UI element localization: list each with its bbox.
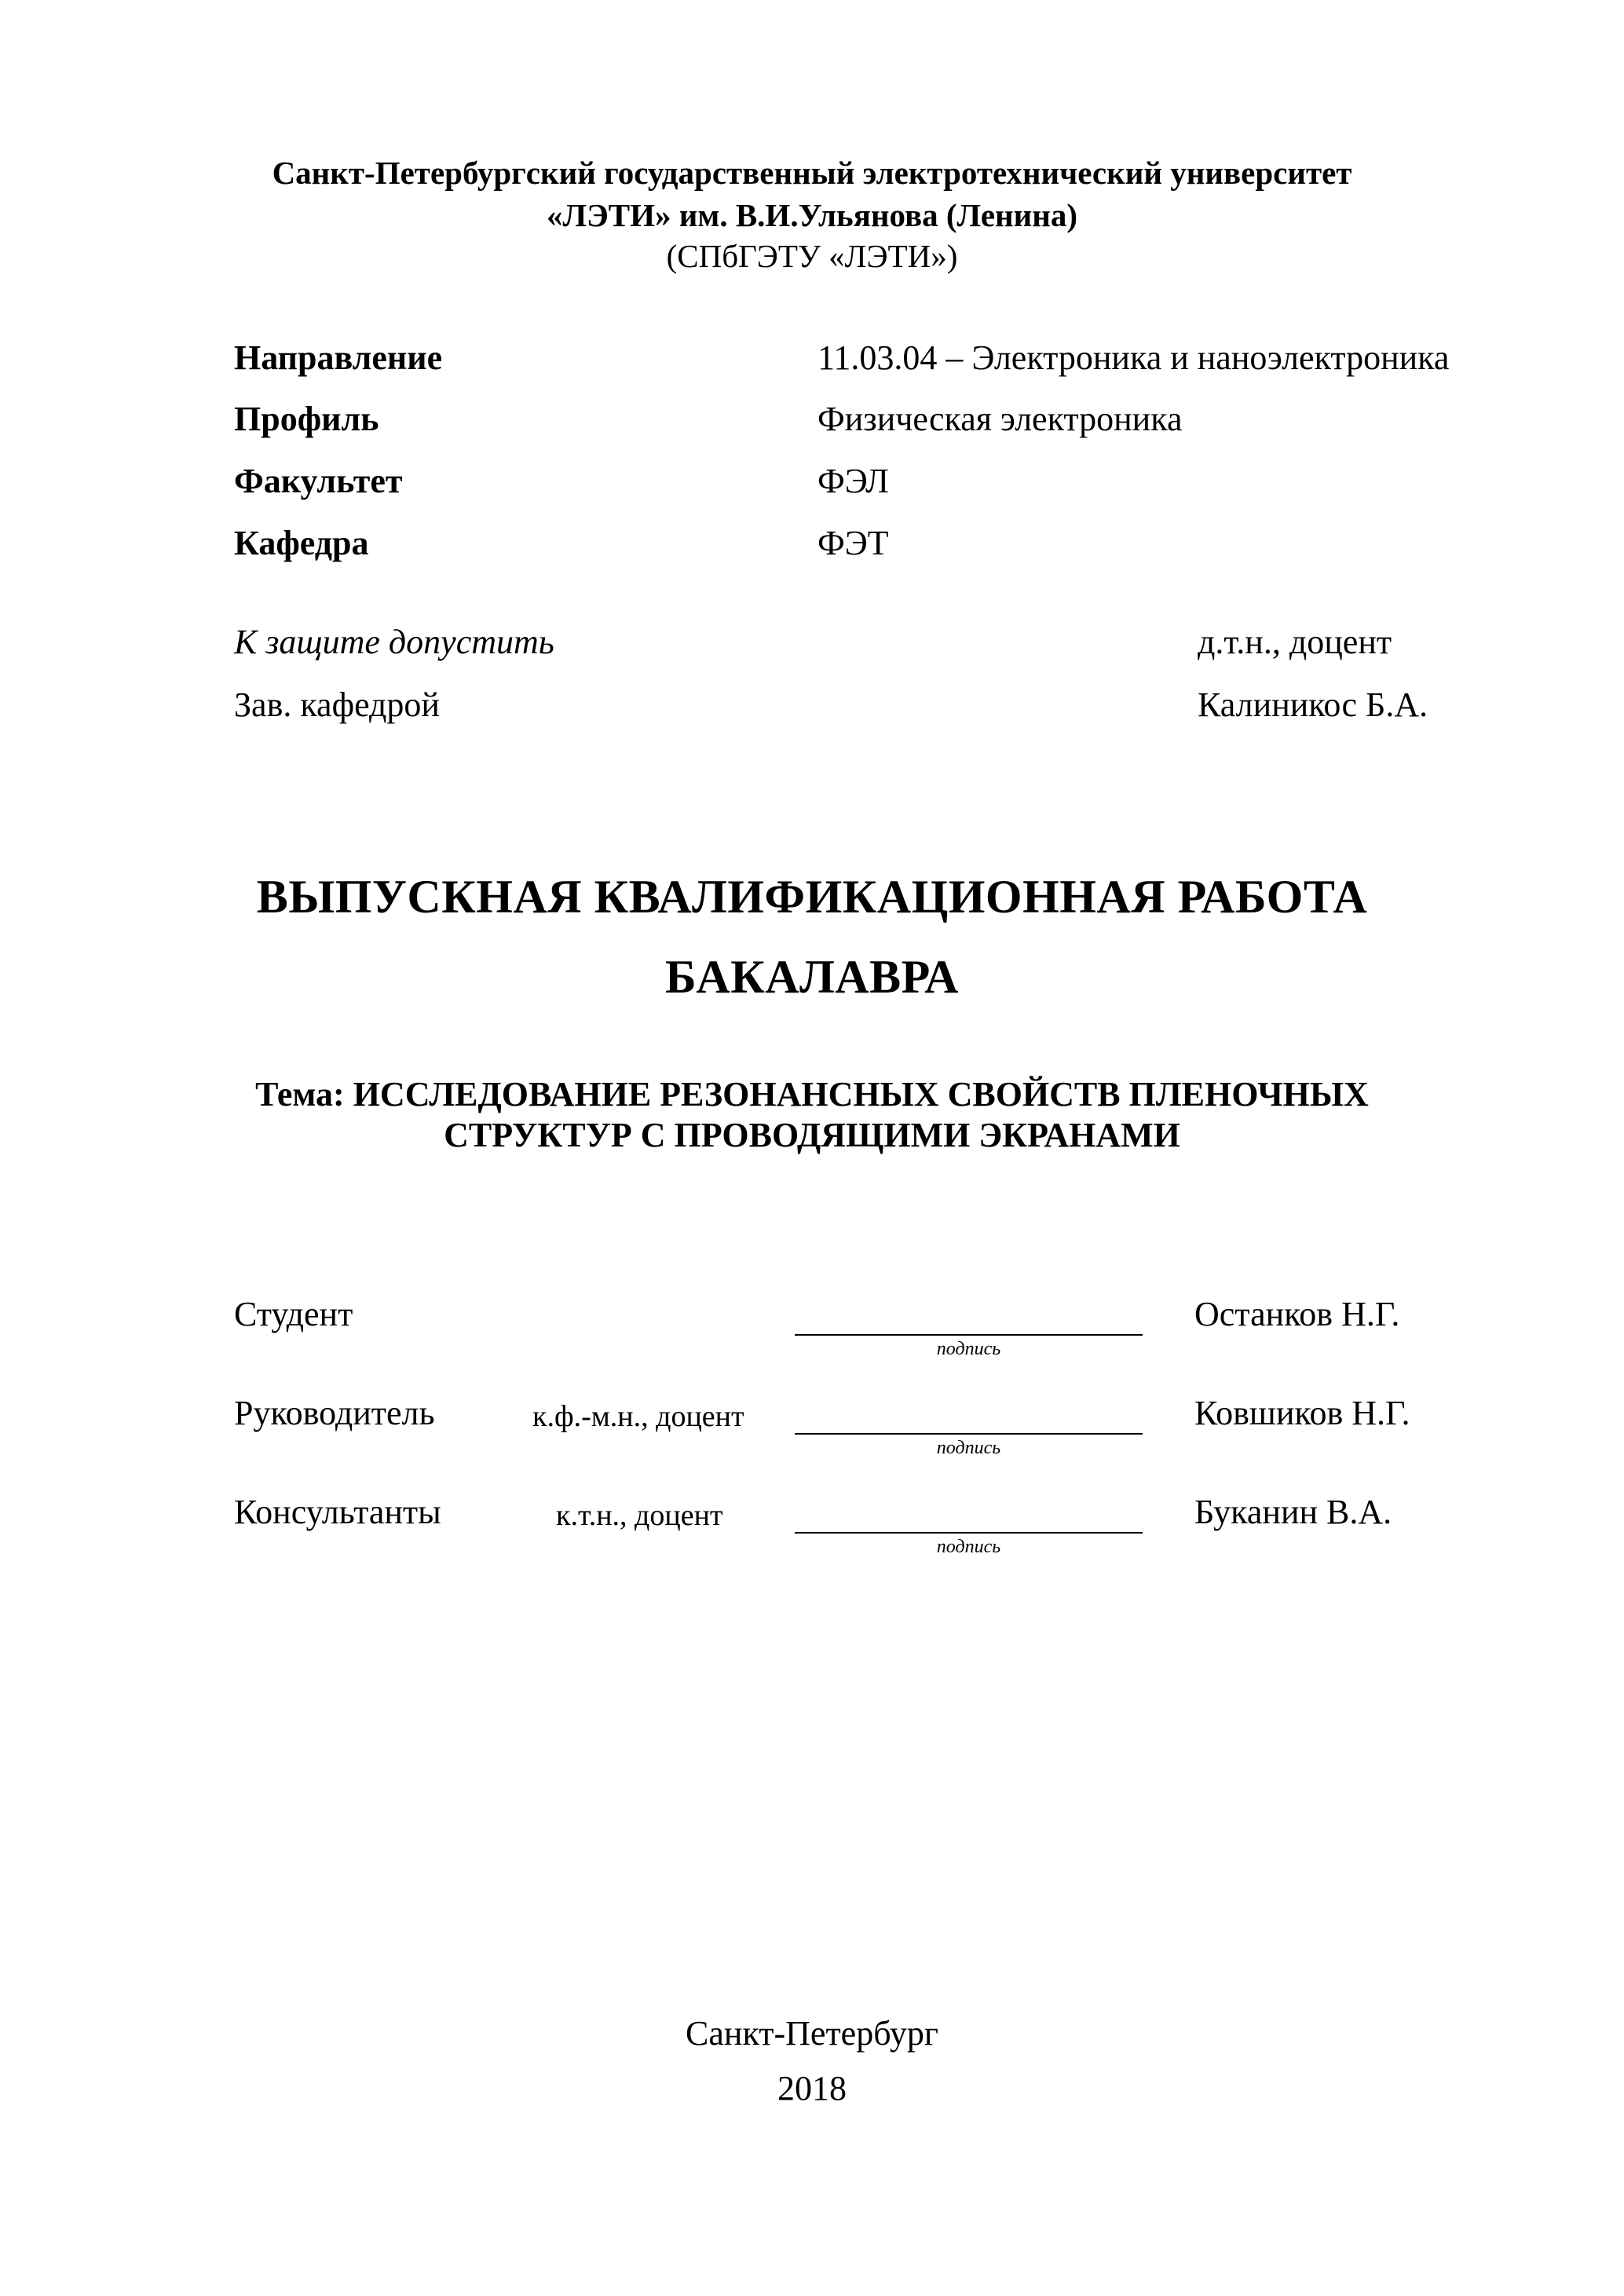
field-value-profile: Физическая электроника — [817, 400, 1183, 438]
signature-degree: к.т.н., доцент — [556, 1499, 723, 1532]
signature-name: Ковшиков Н.Г. — [1194, 1394, 1410, 1432]
work-title-line1: ВЫПУСКНАЯ КВАЛИФИКАЦИОННАЯ РАБОТА — [256, 871, 1368, 923]
signature-line — [795, 1334, 1143, 1336]
field-value-faculty: ФЭЛ — [817, 462, 889, 500]
field-label-direction: Направление — [234, 338, 443, 377]
topic-line1 — [0, 1074, 1624, 1114]
signature-caption: подпись — [936, 1438, 1001, 1458]
signature-name: Останков Н.Г. — [1194, 1295, 1400, 1333]
head-label: Зав. кафедрой — [234, 686, 440, 724]
signature-line — [795, 1433, 1143, 1435]
head-name: Калиникос Б.А. — [1198, 686, 1428, 724]
topic-text-line1: ИССЛЕДОВАНИЕ РЕЗОНАНСНЫХ СВОЙСТВ ПЛЕНОЧНЫХ — [353, 1075, 1369, 1113]
signature-role: Руководитель — [234, 1394, 435, 1432]
admit-label: К защите допустить — [234, 623, 554, 661]
signature-line — [795, 1532, 1143, 1534]
work-title-line2: БАКАЛАВРА — [665, 951, 959, 1003]
field-label-department: Кафедра — [234, 524, 369, 562]
field-label-profile: Профиль — [234, 400, 379, 438]
head-degree: д.т.н., доцент — [1198, 623, 1392, 661]
signature-role: Студент — [234, 1295, 353, 1333]
field-value-department: ФЭТ — [817, 524, 889, 562]
signature-degree: к.ф.-м.н., доцент — [532, 1400, 744, 1433]
topic-line2: СТРУКТУР С ПРОВОДЯЩИМИ ЭКРАНАМИ — [444, 1116, 1180, 1154]
field-label-faculty: Факультет — [234, 462, 403, 500]
signature-role: Консультанты — [234, 1493, 441, 1531]
footer-city: Санкт-Петербург — [686, 2014, 938, 2053]
field-value-direction: 11.03.04 – Электроника и наноэлектроника — [817, 338, 1450, 377]
university-abbreviation: (СПбГЭТУ «ЛЭТИ») — [666, 238, 958, 274]
signature-caption: подпись — [936, 1339, 1001, 1359]
signature-caption: подпись — [936, 1537, 1001, 1557]
footer-year: 2018 — [777, 2069, 847, 2108]
signature-name: Буканин В.А. — [1194, 1493, 1392, 1531]
university-name-line2: «ЛЭТИ» им. В.И.Ульянова (Ленина) — [546, 197, 1078, 233]
university-name-line1: Санкт-Петербургский государственный электротехнический университет — [272, 155, 1352, 191]
topic-prefix: Тема: — [255, 1075, 353, 1113]
